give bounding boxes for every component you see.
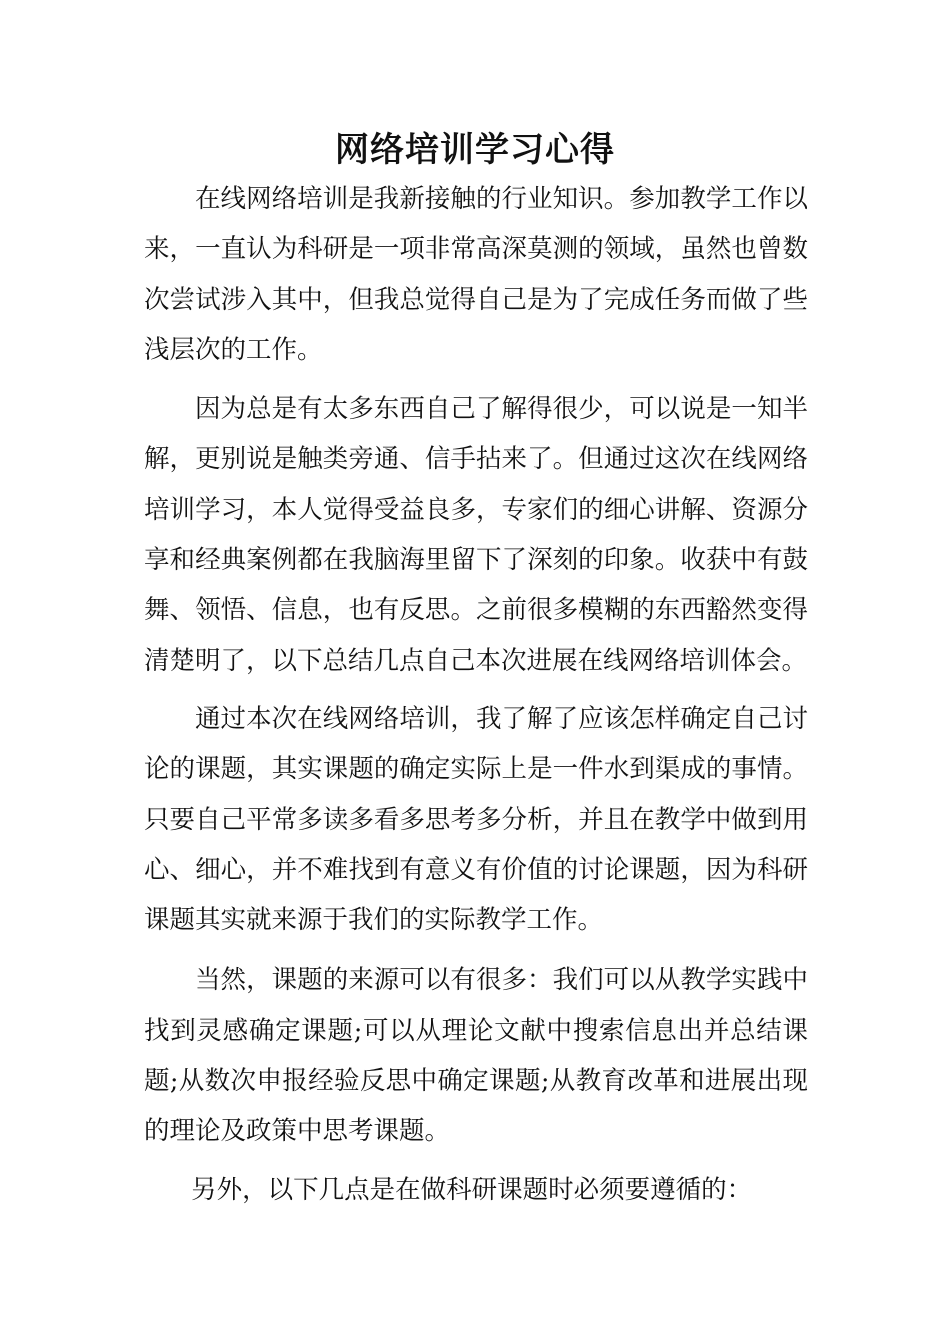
paragraph-5: 另外，以下几点是在做科研课题时必须要遵循的： [191, 1174, 753, 1205]
paragraph-4: 当然，课题的来源可以有很多：我们可以从教学实践中找到灵感确定课题;可以从理论文献中搜索信息出并总结课题;从数次申报经验反思中确定课题;从教育改革和进展出现的理论及政策中思考课题。 [144, 965, 808, 1147]
document-title: 网络培训学习心得 [335, 130, 615, 170]
paragraph-1: 在线网络培训是我新接触的行业知识。参加教学工作以来，一直认为科研是一项非常高深莫测的领域，虽然也曾数次尝试涉入其中，但我总觉得自己是为了完成任务而做了些浅层次的工作。 [144, 184, 808, 365]
document-body [144, 174, 808, 1224]
paragraph-2: 因为总是有太多东西自己了解得很少，可以说是一知半解，更别说是触类旁通、信手拈来了。但通过这次在线网络培训学习，本人觉得受益良多，专家们的细心讲解、资源分享和经典案例都在我脑海里留下了深刻的印象。收获中有鼓舞、领悟、信息，也有反思。之前很多模糊的东西豁然变得清楚明了，以下总结几点自己本次进展在线网络培训体会。 [144, 394, 808, 676]
paragraph-3: 通过本次在线网络培训，我了解了应该怎样确定自己讨论的课题，其实课题的确定实际上是一件水到渠成的事情。只要自己平常多读多看多思考多分析，并且在教学中做到用心、细心，并不难找到有意义有价值的讨论课题，因为科研课题其实就来源于我们的实际教学工作。 [144, 703, 808, 936]
